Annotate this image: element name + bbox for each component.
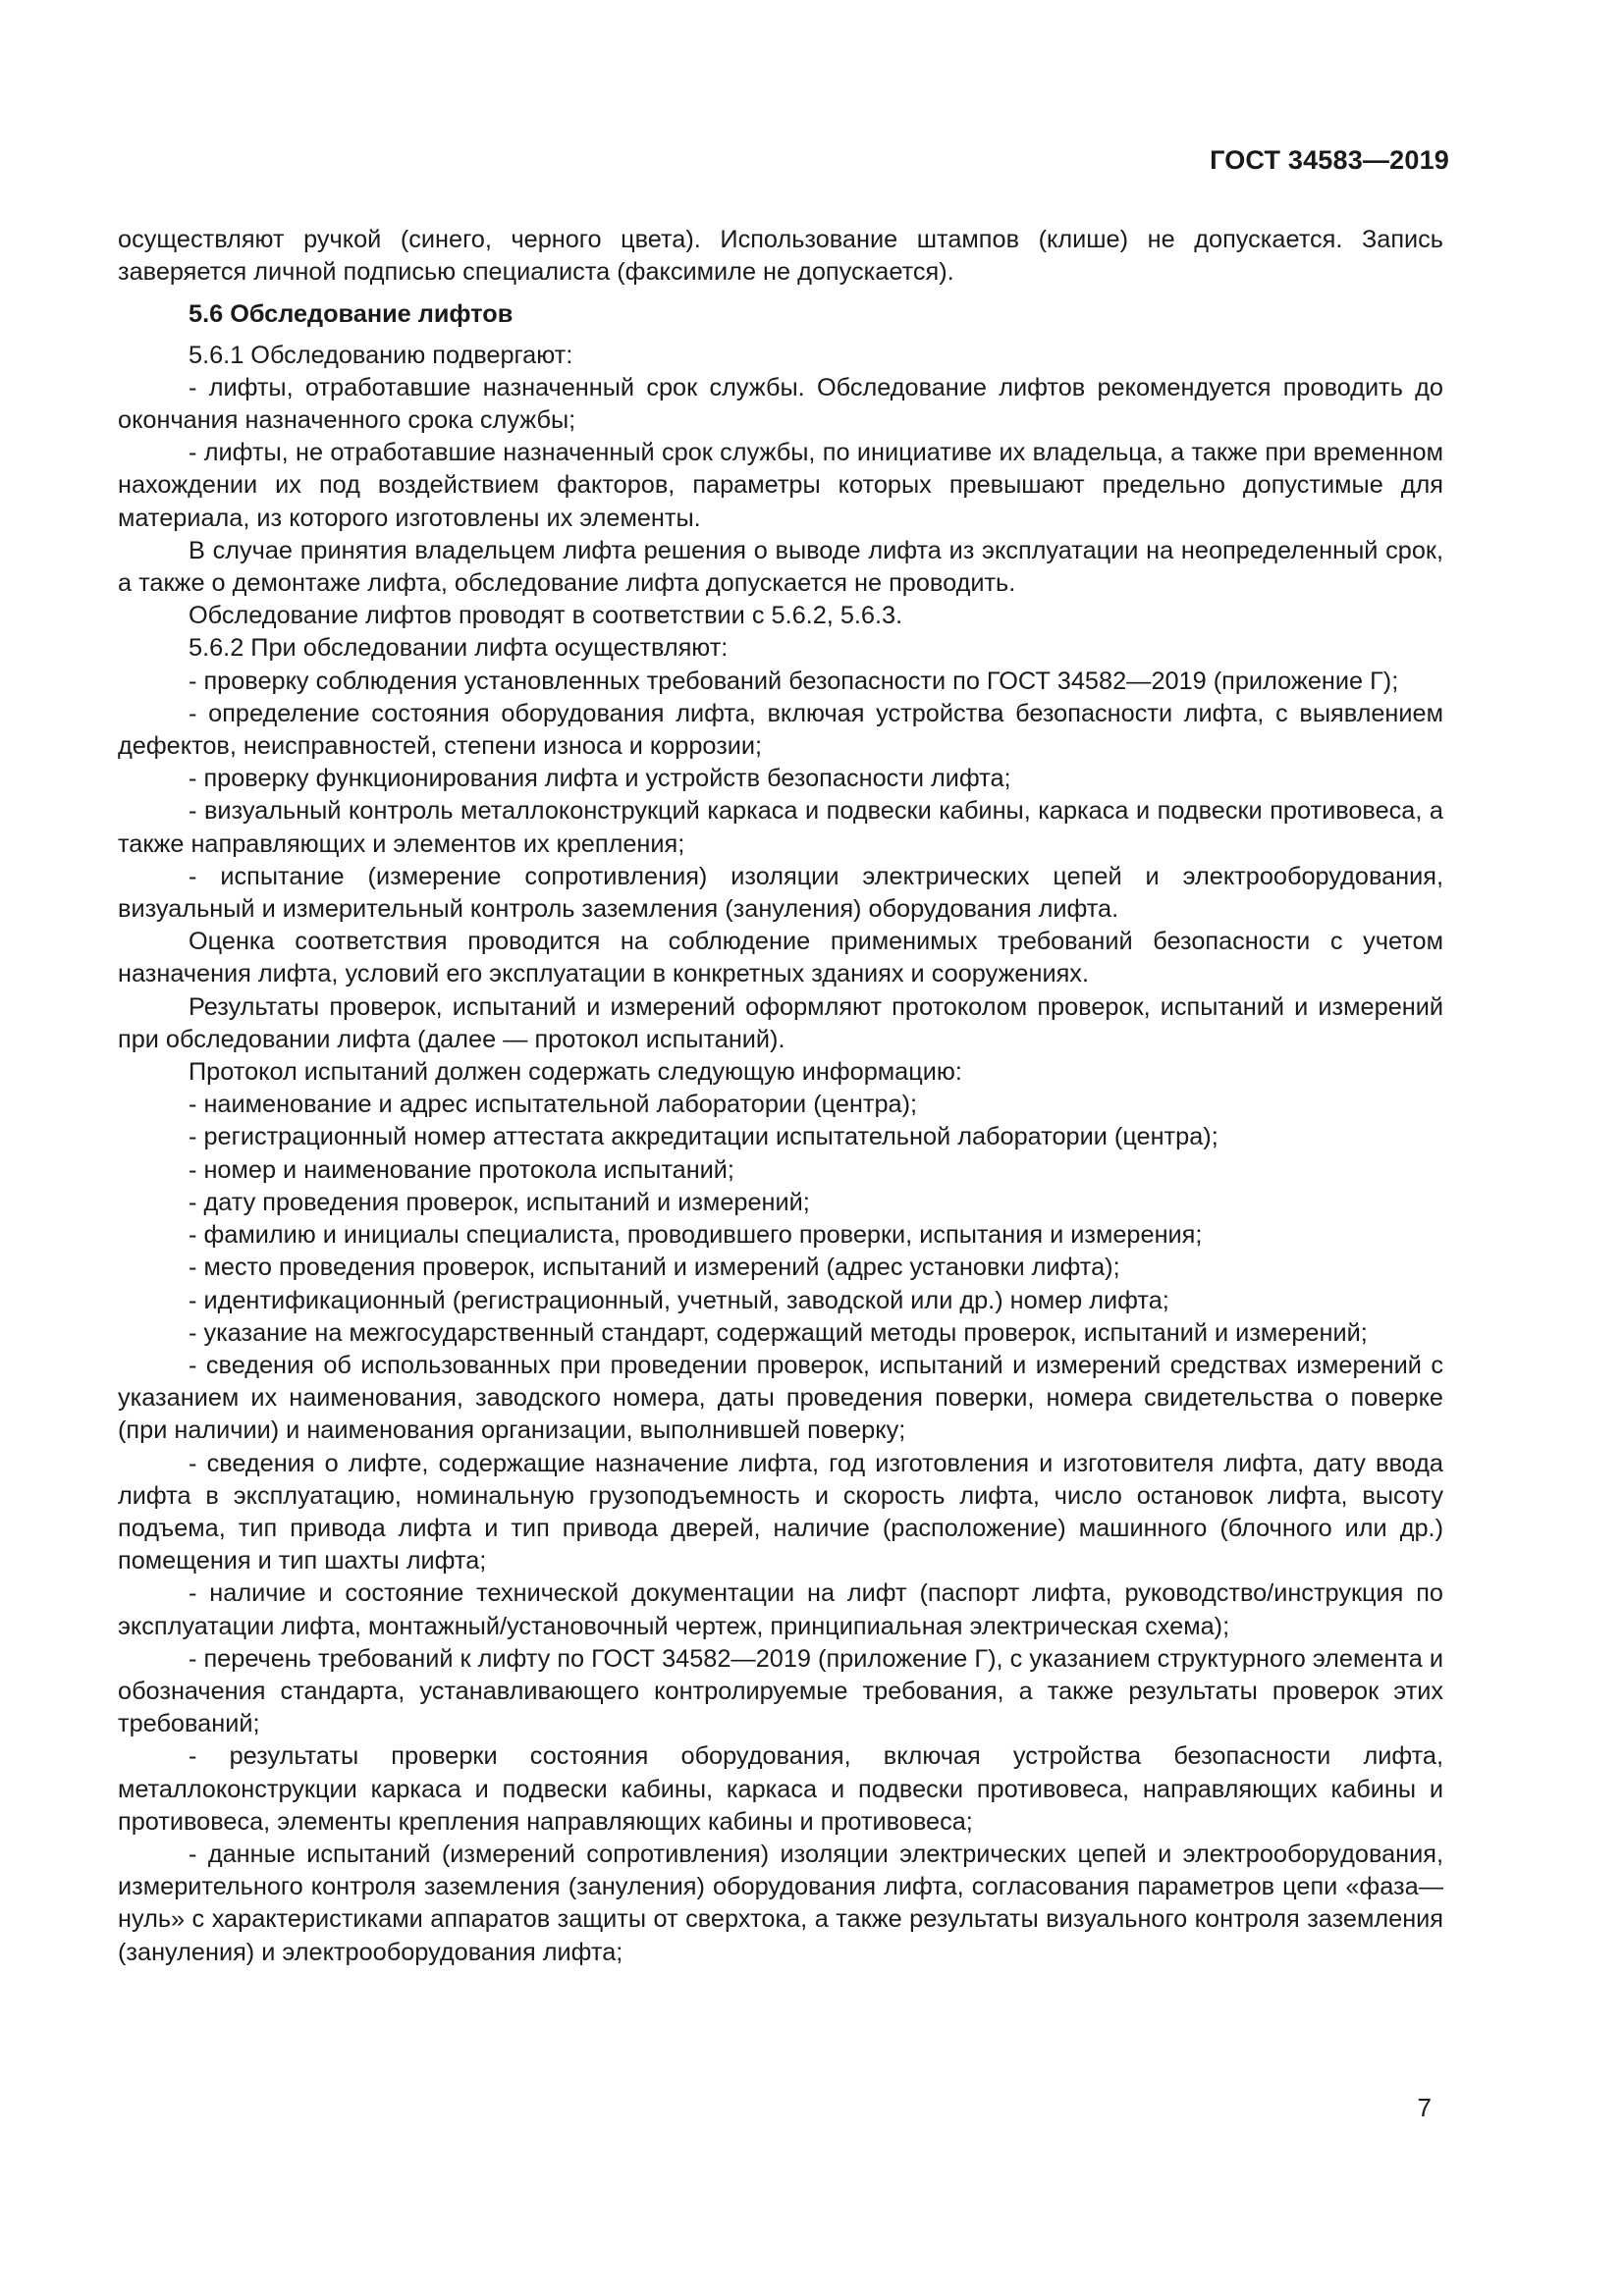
section-heading: 5.6 Обследование лифтов: [189, 300, 514, 329]
body-paragraph: - указание на межгосударственный стандарт, содержащий методы проверок, испытаний и измерений;: [189, 1318, 1368, 1347]
body-paragraph: - номер и наименование протокола испытаний;: [189, 1155, 734, 1184]
body-paragraph: - проверку соблюдения установленных требований безопасности по ГОСТ 34582—2019 (приложение Г);: [189, 667, 1399, 695]
body-paragraph: - сведения об использованных при проведении проверок, испытаний и измерений средствах измерений с указанием их наименования, заводского номера, даты проведения поверки, номера свидетельства о поверке (при наличии) и наименования организации, выполнившей поверку;: [118, 1351, 1443, 1445]
body-paragraph: В случае принятия владельцем лифта решения о выводе лифта из эксплуатации на неопределенный срок, а также о демонтаже лифта, обследование лифта допускается не проводить.: [118, 536, 1443, 598]
body-paragraph: 5.6.1 Обследованию подвергают:: [189, 341, 573, 369]
body-paragraph: - наименование и адрес испытательной лаборатории (центра);: [189, 1091, 918, 1119]
body-paragraph: - перечень требований к лифту по ГОСТ 34582—2019 (приложение Г), с указанием структурного элемента и обозначения стандарта, устанавливающего контролируемые требования, а также результаты проверок этих требований;: [118, 1644, 1443, 1738]
body-paragraph: 5.6.2 При обследовании лифта осуществляют:: [189, 634, 729, 663]
body-paragraph: - идентификационный (регистрационный, учетный, заводской или др.) номер лифта;: [189, 1286, 1169, 1314]
body-paragraph: - место проведения проверок, испытаний и измерений (адрес установки лифта);: [189, 1254, 1120, 1282]
body-paragraph: Результаты проверок, испытаний и измерений оформляют протоколом проверок, испытаний и измерений при обследовании лифта (далее — протокол испытаний).: [118, 992, 1443, 1053]
body-paragraph: - лифты, отработавшие назначенный срок службы. Обследование лифтов рекомендуется проводить до окончания назначенного срока службы;: [118, 373, 1443, 435]
intro-paragraph: осуществляют ручкой (синего, черного цвета). Использование штампов (клише) не допускается. Запись заверяется личной подписью специалиста (факсимиле не допускается).: [118, 226, 1443, 287]
body-paragraph: - испытание (измерение сопротивления) изоляции электрических цепей и электрооборудования, визуальный и измерительный контроль заземления (зануления) оборудования лифта.: [118, 862, 1443, 924]
body-paragraph: - определение состояния оборудования лифта, включая устройства безопасности лифта, с выявлением дефектов, неисправностей, степени износа и коррозии;: [118, 699, 1443, 761]
body-paragraph: Оценка соответствия проводится на соблюдение применимых требований безопасности с учетом назначения лифта, условий его эксплуатации в конкретных зданиях и сооружениях.: [118, 928, 1443, 988]
body-paragraph: Обследование лифтов проводят в соответствии с 5.6.2, 5.6.3.: [189, 602, 903, 630]
body-paragraph: - сведения о лифте, содержащие назначение лифта, год изготовления и изготовителя лифта, дату ввода лифта в эксплуатацию, номинальную грузоподъемность и скорость лифта, число остановок лифта, высоту подъема, тип привода лифта и тип привода дверей, наличие (расположение) машинного (блочного или др.) помещения и тип шахты лифта;: [118, 1449, 1443, 1575]
body-paragraph: - дату проведения проверок, испытаний и измерений;: [189, 1188, 810, 1216]
body-paragraph: - наличие и состояние технической документации на лифт (паспорт лифта, руководство/инструкция по эксплуатации лифта, монтажный/установочный чертеж, принципиальная электрическая схема);: [118, 1579, 1443, 1640]
page-content: [118, 224, 1443, 1969]
body-paragraph: Протокол испытаний должен содержать следующую информацию:: [189, 1058, 962, 1087]
body-paragraph: - лифты, не отработавшие назначенный срок службы, по инициативе их владельца, а также при временном нахождении их под воздействием факторов, параметры которых превышают предельно допустимые для материала, из которого изготовлены их элементы.: [118, 439, 1443, 532]
body-paragraph: - фамилию и инициалы специалиста, проводившего проверки, испытания и измерения;: [189, 1221, 1203, 1250]
body-paragraph: - визуальный контроль металлоконструкций каркаса и подвески кабины, каркаса и подвески противовеса, а также направляющих и элементов их крепления;: [118, 797, 1443, 858]
body-paragraph: - результаты проверки состояния оборудования, включая устройства безопасности лифта, металлоконструкции каркаса и подвески кабины, каркаса и подвески противовеса, направляющих кабины и противовеса, элементы крепления направляющих кабины и противовеса;: [118, 1742, 1443, 1836]
body-paragraph: - проверку функционирования лифта и устройств безопасности лифта;: [189, 765, 1011, 793]
body-paragraph: - данные испытаний (измерений сопротивления) изоляции электрических цепей и электрооборудования, измерительного контроля заземления (зануления) оборудования лифта, согласования параметров цепи «фаза—нуль» с характеристиками аппаратов защиты от сверхтока, а также результаты визуального контроля заземления (зануления) и электрооборудования лифта;: [118, 1840, 1443, 1966]
body-paragraph: - регистрационный номер аттестата аккредитации испытательной лаборатории (центра);: [189, 1123, 1218, 1151]
page-number: 7: [1417, 2093, 1432, 2122]
section-body: [118, 340, 1443, 1969]
document-code-header: ГОСТ 34583—2019: [1210, 145, 1449, 175]
